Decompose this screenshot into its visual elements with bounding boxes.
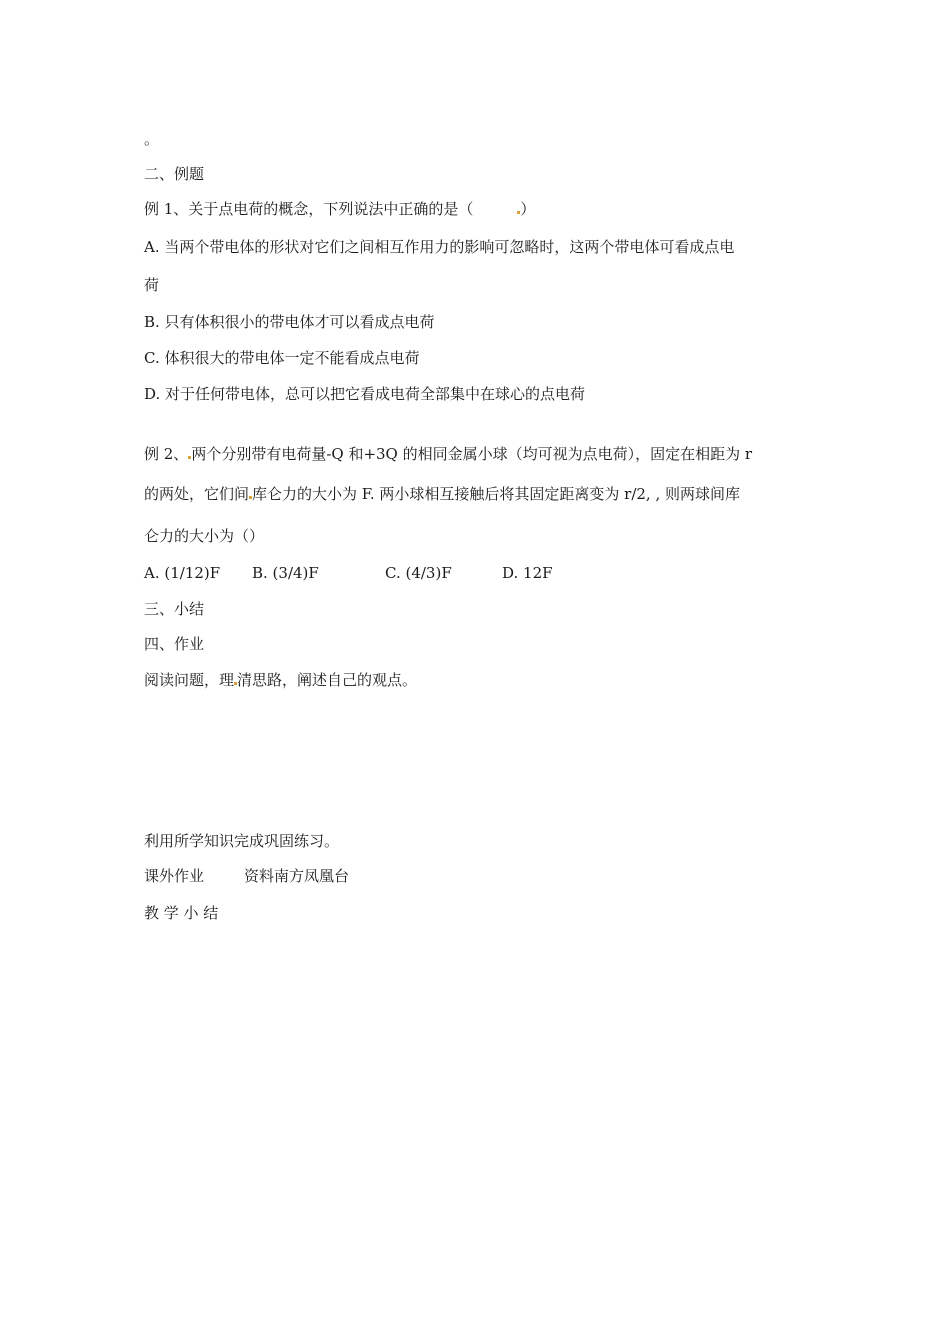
teaching-reflection-heading: 教 学 小 结 [144,904,219,922]
section-heading-homework: 四、作业 [144,635,205,653]
example-1-option-c: C. 体积很大的带电体一定不能看成点电荷 [144,349,420,367]
top-punctuation: 。 [144,130,160,148]
homework-text-part2: 清思路，阐述自己的观点。 [237,671,418,689]
example-1-option-a-line1: A. 当两个带电体的形状对它们之间相互作用力的影响可忽略时，这两个带电体可看成点电 [144,238,735,256]
example-1-option-a-line2: 荷 [144,276,160,294]
example-2-line1 [144,445,752,463]
section-heading-examples: 二、例题 [144,165,205,183]
example-1-stem-text: 例 1、关于点电荷的概念，下列说法中正确的是（ [144,200,474,218]
example-1-stem-close: ） [520,200,536,218]
homework-text [144,671,417,689]
example-2-line3: 仑力的大小为（） [144,527,265,545]
extra-homework [144,867,349,885]
homework-text-part1: 阅读问题，理 [144,671,235,689]
example-1-option-b: B. 只有体积很小的带电体才可以看成点电荷 [144,313,435,331]
extra-homework-label: 课外作业 [144,867,205,885]
example-2-line2 [144,485,740,503]
example-2-option-c: C. (4/3)F [385,564,452,582]
example-2-line2-part1: 的两处，它们间 [144,485,250,503]
example-2-option-b: B. (3/4)F [252,564,319,582]
example-1-option-d: D. 对于任何带电体，总可以把它看成电荷全部集中在球心的点电荷 [144,385,586,403]
section-heading-summary: 三、小结 [144,600,205,618]
practice-text: 利用所学知识完成巩固练习。 [144,832,340,850]
example-2-option-d: D. 12F [502,564,553,582]
example-1-stem [144,200,535,218]
example-2-options [144,564,553,582]
example-2-line2-part2: 库仑力的大小为 F. 两小球相互接触后将其固定距离变为 r/2, , 则两球间库 [252,485,741,503]
example-2-option-a: A. (1/12)F [144,564,221,582]
example-2-label: 例 2、 [144,445,189,463]
example-2-line1-text: 两个分别带有电荷量-Q 和+3Q 的相同金属小球（均可视为点电荷），固定在相距为 r [191,445,753,463]
extra-homework-value: 资料南方凤凰台 [244,867,350,885]
